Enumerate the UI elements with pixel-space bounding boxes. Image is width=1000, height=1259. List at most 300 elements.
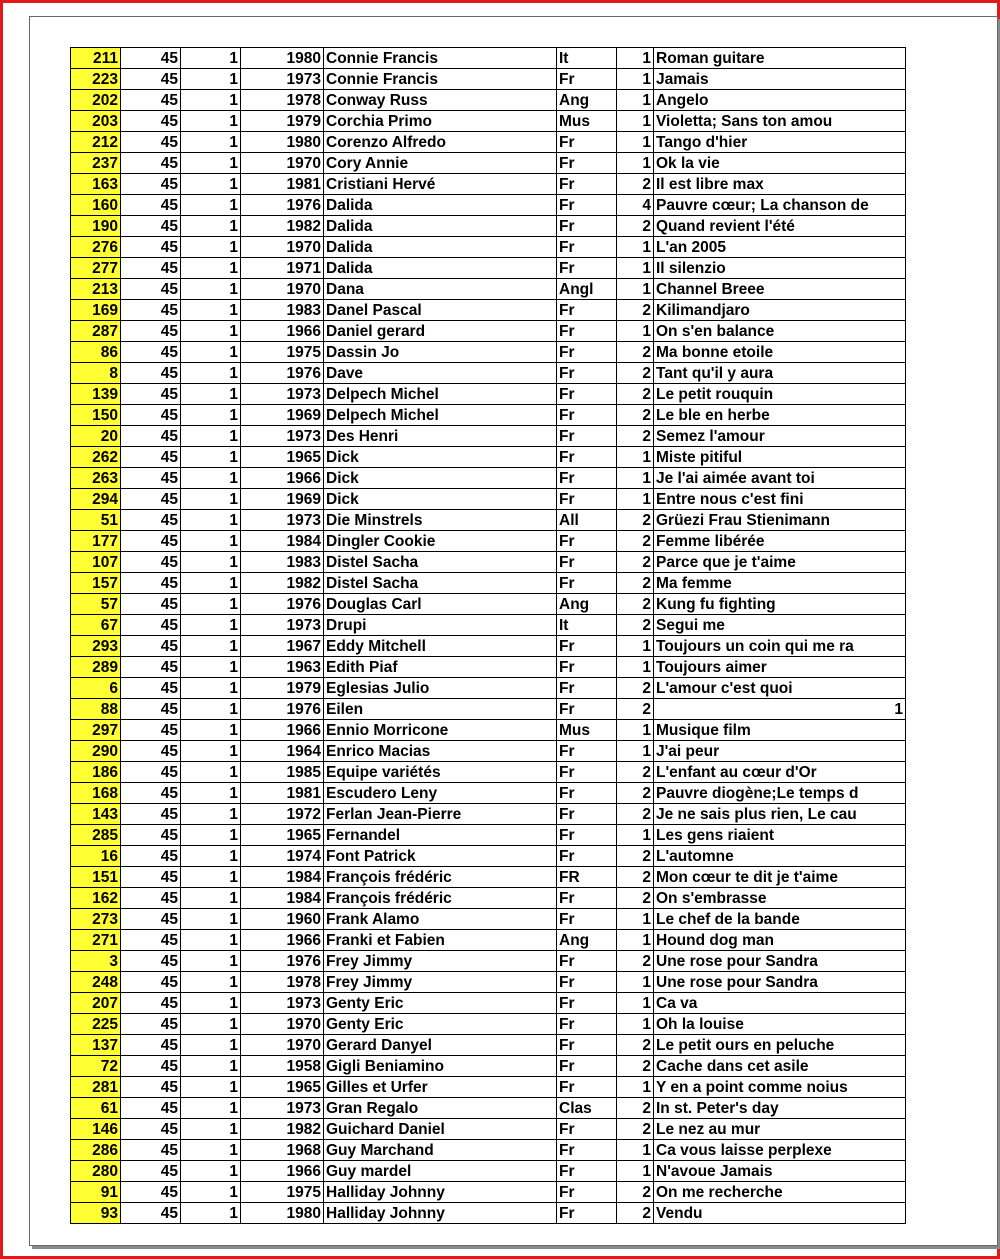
quantity-cell: 1	[181, 426, 241, 447]
format-cell: 45	[121, 510, 181, 531]
artist-cell: Des Henri	[324, 426, 557, 447]
artist-cell: Delpech Michel	[324, 384, 557, 405]
count-cell: 2	[617, 846, 654, 867]
quantity-cell: 1	[181, 468, 241, 489]
year-cell: 1976	[241, 951, 324, 972]
quantity-cell: 1	[181, 216, 241, 237]
table-row	[71, 258, 906, 279]
count-cell: 1	[617, 132, 654, 153]
year-cell: 1985	[241, 762, 324, 783]
id-cell: 262	[71, 447, 121, 468]
title-cell: Le nez au mur	[654, 1119, 906, 1140]
year-cell: 1965	[241, 1077, 324, 1098]
year-cell: 1984	[241, 531, 324, 552]
format-cell: 45	[121, 237, 181, 258]
title-cell: Jamais	[654, 69, 906, 90]
language-cell: FR	[557, 867, 617, 888]
quantity-cell: 1	[181, 1119, 241, 1140]
language-cell: Fr	[557, 972, 617, 993]
id-cell: 57	[71, 594, 121, 615]
quantity-cell: 1	[181, 741, 241, 762]
format-cell: 45	[121, 195, 181, 216]
table-row	[71, 1098, 906, 1119]
format-cell: 45	[121, 405, 181, 426]
id-cell: 139	[71, 384, 121, 405]
count-cell: 1	[617, 489, 654, 510]
language-cell: Fr	[557, 804, 617, 825]
year-cell: 1966	[241, 321, 324, 342]
format-cell: 45	[121, 720, 181, 741]
year-cell: 1978	[241, 972, 324, 993]
language-cell: Fr	[557, 405, 617, 426]
year-cell: 1976	[241, 594, 324, 615]
artist-cell: Guichard Daniel	[324, 1119, 557, 1140]
id-cell: 273	[71, 909, 121, 930]
id-cell: 157	[71, 573, 121, 594]
language-cell: Fr	[557, 678, 617, 699]
table-row	[71, 930, 906, 951]
id-cell: 190	[71, 216, 121, 237]
table-row	[71, 153, 906, 174]
artist-cell: Dalida	[324, 195, 557, 216]
count-cell: 2	[617, 762, 654, 783]
table-row	[71, 510, 906, 531]
table-row	[71, 132, 906, 153]
id-cell: 281	[71, 1077, 121, 1098]
id-cell: 107	[71, 552, 121, 573]
count-cell: 1	[617, 153, 654, 174]
table-row	[71, 825, 906, 846]
id-cell: 286	[71, 1140, 121, 1161]
year-cell: 1966	[241, 720, 324, 741]
title-cell: Mon cœur te dit je t'aime	[654, 867, 906, 888]
id-cell: 237	[71, 153, 121, 174]
count-cell: 2	[617, 1119, 654, 1140]
language-cell: Fr	[557, 132, 617, 153]
format-cell: 45	[121, 1161, 181, 1182]
artist-cell: Eddy Mitchell	[324, 636, 557, 657]
language-cell: Fr	[557, 342, 617, 363]
year-cell: 1980	[241, 132, 324, 153]
table-row	[71, 468, 906, 489]
title-cell: In st. Peter's day	[654, 1098, 906, 1119]
table-row	[71, 615, 906, 636]
quantity-cell: 1	[181, 888, 241, 909]
format-cell: 45	[121, 741, 181, 762]
year-cell: 1969	[241, 405, 324, 426]
title-cell: Toujours un coin qui me ra	[654, 636, 906, 657]
quantity-cell: 1	[181, 300, 241, 321]
count-cell: 1	[617, 69, 654, 90]
format-cell: 45	[121, 1182, 181, 1203]
table-row	[71, 48, 906, 69]
id-cell: 8	[71, 363, 121, 384]
quantity-cell: 1	[181, 552, 241, 573]
count-cell: 2	[617, 678, 654, 699]
table-row	[71, 279, 906, 300]
count-cell: 1	[617, 321, 654, 342]
year-cell: 1975	[241, 342, 324, 363]
count-cell: 2	[617, 426, 654, 447]
id-cell: 137	[71, 1035, 121, 1056]
format-cell: 45	[121, 132, 181, 153]
table-row	[71, 342, 906, 363]
year-cell: 1982	[241, 1119, 324, 1140]
language-cell: Fr	[557, 783, 617, 804]
language-cell: Fr	[557, 1035, 617, 1056]
table-row	[71, 678, 906, 699]
title-cell: Oh la louise	[654, 1014, 906, 1035]
title-cell: Ca vous laisse perplexe	[654, 1140, 906, 1161]
quantity-cell: 1	[181, 846, 241, 867]
year-cell: 1973	[241, 426, 324, 447]
language-cell: Angl	[557, 279, 617, 300]
table-body	[71, 48, 906, 1224]
count-cell: 2	[617, 363, 654, 384]
id-cell: 290	[71, 741, 121, 762]
count-cell: 1	[617, 90, 654, 111]
year-cell: 1970	[241, 279, 324, 300]
count-cell: 1	[617, 720, 654, 741]
language-cell: Fr	[557, 153, 617, 174]
quantity-cell: 1	[181, 1014, 241, 1035]
title-cell: Semez l'amour	[654, 426, 906, 447]
language-cell: Fr	[557, 363, 617, 384]
count-cell: 1	[617, 237, 654, 258]
year-cell: 1970	[241, 1035, 324, 1056]
year-cell: 1965	[241, 825, 324, 846]
count-cell: 2	[617, 699, 654, 720]
language-cell: All	[557, 510, 617, 531]
language-cell: Fr	[557, 762, 617, 783]
format-cell: 45	[121, 531, 181, 552]
artist-cell: Connie Francis	[324, 69, 557, 90]
year-cell: 1966	[241, 1161, 324, 1182]
language-cell: Fr	[557, 1014, 617, 1035]
year-cell: 1966	[241, 930, 324, 951]
year-cell: 1966	[241, 468, 324, 489]
table-row	[71, 216, 906, 237]
year-cell: 1975	[241, 1182, 324, 1203]
title-cell: L'enfant au cœur d'Or	[654, 762, 906, 783]
table-row	[71, 783, 906, 804]
count-cell: 2	[617, 300, 654, 321]
format-cell: 45	[121, 951, 181, 972]
format-cell: 45	[121, 657, 181, 678]
artist-cell: Dick	[324, 447, 557, 468]
count-cell: 2	[617, 1182, 654, 1203]
quantity-cell: 1	[181, 447, 241, 468]
format-cell: 45	[121, 216, 181, 237]
artist-cell: Dassin Jo	[324, 342, 557, 363]
artist-cell: Dalida	[324, 237, 557, 258]
title-cell: Grüezi Frau Stienimann	[654, 510, 906, 531]
format-cell: 45	[121, 384, 181, 405]
year-cell: 1970	[241, 1014, 324, 1035]
count-cell: 1	[617, 657, 654, 678]
artist-cell: Cristiani Hervé	[324, 174, 557, 195]
language-cell: Fr	[557, 237, 617, 258]
id-cell: 297	[71, 720, 121, 741]
format-cell: 45	[121, 300, 181, 321]
artist-cell: Gran Regalo	[324, 1098, 557, 1119]
title-cell: Pauvre cœur; La chanson de	[654, 195, 906, 216]
artist-cell: Ennio Morricone	[324, 720, 557, 741]
artist-cell: Gilles et Urfer	[324, 1077, 557, 1098]
year-cell: 1980	[241, 48, 324, 69]
artist-cell: Fernandel	[324, 825, 557, 846]
quantity-cell: 1	[181, 1140, 241, 1161]
artist-cell: Guy mardel	[324, 1161, 557, 1182]
id-cell: 169	[71, 300, 121, 321]
language-cell: Fr	[557, 468, 617, 489]
quantity-cell: 1	[181, 1098, 241, 1119]
artist-cell: Ferlan Jean-Pierre	[324, 804, 557, 825]
title-cell: Il silenzio	[654, 258, 906, 279]
artist-cell: Corchia Primo	[324, 111, 557, 132]
count-cell: 1	[617, 48, 654, 69]
id-cell: 143	[71, 804, 121, 825]
year-cell: 1965	[241, 447, 324, 468]
year-cell: 1979	[241, 678, 324, 699]
count-cell: 2	[617, 594, 654, 615]
format-cell: 45	[121, 552, 181, 573]
year-cell: 1976	[241, 195, 324, 216]
table-row	[71, 993, 906, 1014]
artist-cell: Eilen	[324, 699, 557, 720]
table-row	[71, 174, 906, 195]
count-cell: 2	[617, 342, 654, 363]
language-cell: Fr	[557, 489, 617, 510]
artist-cell: Frey Jimmy	[324, 951, 557, 972]
id-cell: 202	[71, 90, 121, 111]
title-cell: On s'embrasse	[654, 888, 906, 909]
quantity-cell: 1	[181, 783, 241, 804]
quantity-cell: 1	[181, 90, 241, 111]
quantity-cell: 1	[181, 993, 241, 1014]
format-cell: 45	[121, 1098, 181, 1119]
count-cell: 2	[617, 384, 654, 405]
language-cell: Clas	[557, 1098, 617, 1119]
table-row	[71, 1077, 906, 1098]
count-cell: 2	[617, 1035, 654, 1056]
id-cell: 223	[71, 69, 121, 90]
count-cell: 1	[617, 279, 654, 300]
artist-cell: Dick	[324, 489, 557, 510]
artist-cell: Edith Piaf	[324, 657, 557, 678]
format-cell: 45	[121, 111, 181, 132]
quantity-cell: 1	[181, 531, 241, 552]
title-cell: L'an 2005	[654, 237, 906, 258]
artist-cell: Dalida	[324, 216, 557, 237]
table-row	[71, 1140, 906, 1161]
artist-cell: Conway Russ	[324, 90, 557, 111]
table-row	[71, 1056, 906, 1077]
quantity-cell: 1	[181, 972, 241, 993]
id-cell: 271	[71, 930, 121, 951]
id-cell: 248	[71, 972, 121, 993]
title-cell: Il est libre max	[654, 174, 906, 195]
id-cell: 20	[71, 426, 121, 447]
count-cell: 2	[617, 615, 654, 636]
format-cell: 45	[121, 489, 181, 510]
format-cell: 45	[121, 363, 181, 384]
year-cell: 1967	[241, 636, 324, 657]
format-cell: 45	[121, 972, 181, 993]
title-cell: L'amour c'est quoi	[654, 678, 906, 699]
table-row	[71, 888, 906, 909]
id-cell: 289	[71, 657, 121, 678]
format-cell: 45	[121, 636, 181, 657]
id-cell: 287	[71, 321, 121, 342]
count-cell: 1	[617, 447, 654, 468]
quantity-cell: 1	[181, 174, 241, 195]
table-row	[71, 426, 906, 447]
count-cell: 1	[617, 909, 654, 930]
artist-cell: Equipe variétés	[324, 762, 557, 783]
artist-cell: François frédéric	[324, 888, 557, 909]
quantity-cell: 1	[181, 363, 241, 384]
year-cell: 1969	[241, 489, 324, 510]
title-cell: Ma bonne etoile	[654, 342, 906, 363]
table-row	[71, 909, 906, 930]
artist-cell: Die Minstrels	[324, 510, 557, 531]
count-cell: 2	[617, 783, 654, 804]
language-cell: Fr	[557, 195, 617, 216]
year-cell: 1958	[241, 1056, 324, 1077]
year-cell: 1973	[241, 384, 324, 405]
language-cell: Fr	[557, 1056, 617, 1077]
id-cell: 151	[71, 867, 121, 888]
quantity-cell: 1	[181, 405, 241, 426]
count-cell: 2	[617, 1056, 654, 1077]
quantity-cell: 1	[181, 153, 241, 174]
year-cell: 1973	[241, 1098, 324, 1119]
table-row	[71, 636, 906, 657]
table-row	[71, 552, 906, 573]
quantity-cell: 1	[181, 909, 241, 930]
year-cell: 1968	[241, 1140, 324, 1161]
count-cell: 1	[617, 1140, 654, 1161]
language-cell: Fr	[557, 426, 617, 447]
year-cell: 1960	[241, 909, 324, 930]
table-row	[71, 594, 906, 615]
artist-cell: Guy Marchand	[324, 1140, 557, 1161]
title-cell: Ma femme	[654, 573, 906, 594]
format-cell: 45	[121, 846, 181, 867]
title-cell: Y en a point comme noius	[654, 1077, 906, 1098]
language-cell: Fr	[557, 888, 617, 909]
language-cell: Fr	[557, 993, 617, 1014]
count-cell: 2	[617, 867, 654, 888]
count-cell: 2	[617, 531, 654, 552]
table-row	[71, 90, 906, 111]
id-cell: 160	[71, 195, 121, 216]
format-cell: 45	[121, 762, 181, 783]
count-cell: 2	[617, 552, 654, 573]
language-cell: Ang	[557, 90, 617, 111]
language-cell: Fr	[557, 531, 617, 552]
title-cell: Entre nous c'est fini	[654, 489, 906, 510]
title-cell: Le petit ours en peluche	[654, 1035, 906, 1056]
quantity-cell: 1	[181, 573, 241, 594]
artist-cell: Franki et Fabien	[324, 930, 557, 951]
artist-cell: Frank Alamo	[324, 909, 557, 930]
language-cell: Fr	[557, 258, 617, 279]
id-cell: 16	[71, 846, 121, 867]
table-row	[71, 195, 906, 216]
year-cell: 1964	[241, 741, 324, 762]
year-cell: 1983	[241, 552, 324, 573]
table-row	[71, 384, 906, 405]
artist-cell: Connie Francis	[324, 48, 557, 69]
year-cell: 1980	[241, 1203, 324, 1224]
language-cell: Fr	[557, 1203, 617, 1224]
document-page	[29, 16, 998, 1246]
table-row	[71, 405, 906, 426]
format-cell: 45	[121, 783, 181, 804]
language-cell: Ang	[557, 930, 617, 951]
artist-cell: Gerard Danyel	[324, 1035, 557, 1056]
format-cell: 45	[121, 888, 181, 909]
count-cell: 2	[617, 510, 654, 531]
language-cell: It	[557, 48, 617, 69]
title-cell: 1	[654, 699, 906, 720]
title-cell: Je ne sais plus rien, Le cau	[654, 804, 906, 825]
language-cell: Fr	[557, 825, 617, 846]
year-cell: 1972	[241, 804, 324, 825]
quantity-cell: 1	[181, 195, 241, 216]
id-cell: 213	[71, 279, 121, 300]
id-cell: 177	[71, 531, 121, 552]
format-cell: 45	[121, 258, 181, 279]
artist-cell: Frey Jimmy	[324, 972, 557, 993]
count-cell: 1	[617, 1161, 654, 1182]
language-cell: Fr	[557, 951, 617, 972]
artist-cell: Daniel gerard	[324, 321, 557, 342]
id-cell: 168	[71, 783, 121, 804]
quantity-cell: 1	[181, 1035, 241, 1056]
count-cell: 2	[617, 405, 654, 426]
format-cell: 45	[121, 867, 181, 888]
count-cell: 1	[617, 972, 654, 993]
title-cell: Les gens riaient	[654, 825, 906, 846]
quantity-cell: 1	[181, 825, 241, 846]
format-cell: 45	[121, 993, 181, 1014]
table-row	[71, 720, 906, 741]
id-cell: 163	[71, 174, 121, 195]
title-cell: Miste pitiful	[654, 447, 906, 468]
title-cell: Kilimandjaro	[654, 300, 906, 321]
table-row	[71, 69, 906, 90]
artist-cell: Dingler Cookie	[324, 531, 557, 552]
title-cell: Vendu	[654, 1203, 906, 1224]
title-cell: Kung fu fighting	[654, 594, 906, 615]
table-row	[71, 804, 906, 825]
quantity-cell: 1	[181, 132, 241, 153]
quantity-cell: 1	[181, 111, 241, 132]
format-cell: 45	[121, 468, 181, 489]
table-row	[71, 951, 906, 972]
quantity-cell: 1	[181, 384, 241, 405]
id-cell: 280	[71, 1161, 121, 1182]
table-row	[71, 699, 906, 720]
language-cell: It	[557, 615, 617, 636]
id-cell: 162	[71, 888, 121, 909]
table-row	[71, 531, 906, 552]
year-cell: 1979	[241, 111, 324, 132]
id-cell: 67	[71, 615, 121, 636]
